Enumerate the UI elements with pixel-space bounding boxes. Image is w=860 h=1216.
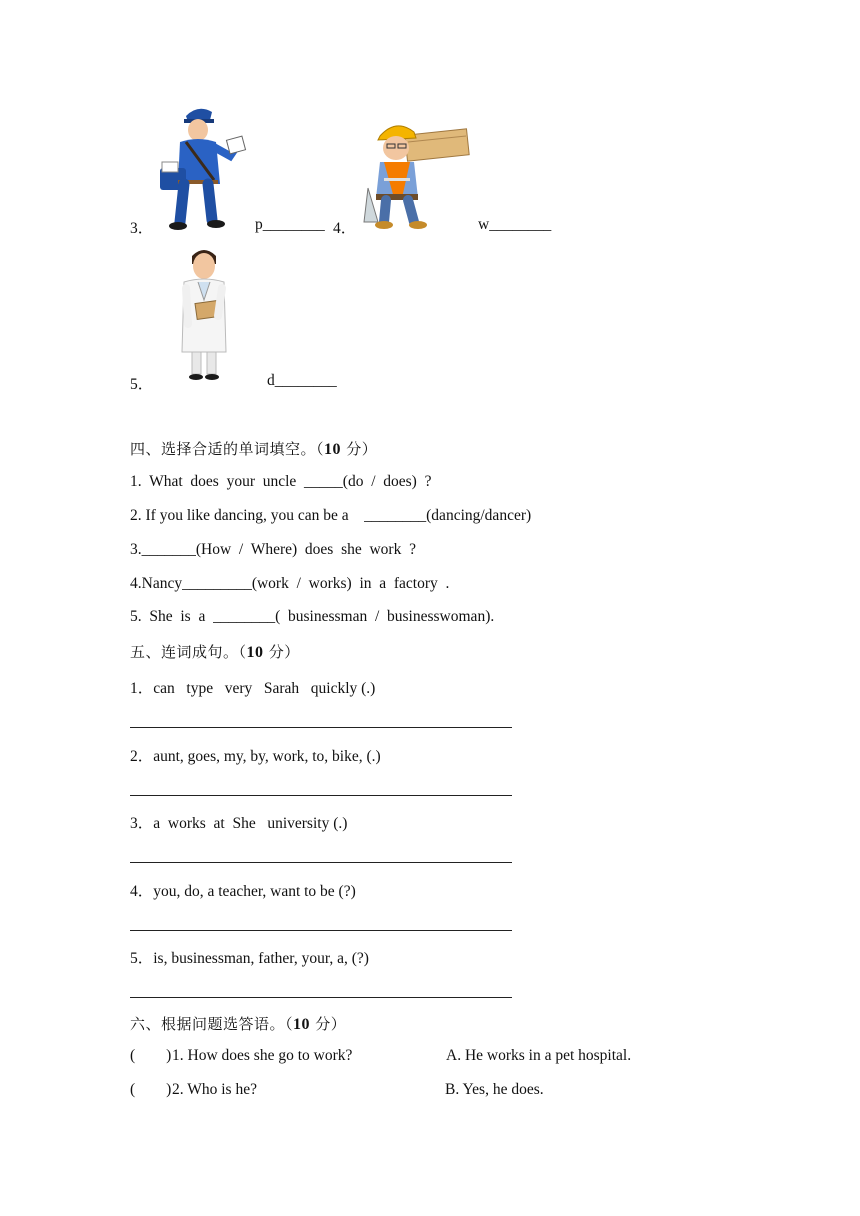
- section-5-heading: 五、连词成句。（10 分）: [130, 643, 300, 661]
- section-5-item-3: 3．a works at She university (.): [130, 815, 348, 832]
- item-5-number: 5．: [130, 376, 154, 393]
- answer-line-1[interactable]: [130, 727, 512, 728]
- item-5-blank[interactable]: d________: [267, 372, 337, 389]
- answer-line-5[interactable]: [130, 997, 512, 998]
- section-4-item-2: 2. If you like dancing, you can be a ________(dancing/dancer): [130, 507, 532, 524]
- question-2-paren[interactable]: ( ): [130, 1081, 172, 1098]
- answer-option-b: B. Yes, he does.: [445, 1081, 544, 1098]
- section-5-item-5: 5．is, businessman, father, your, a, (?): [130, 950, 369, 967]
- section-5-item-1: 1．can type very Sarah quickly (.): [130, 680, 376, 697]
- question-2-text: 2. Who is he?: [172, 1081, 257, 1098]
- answer-line-3[interactable]: [130, 862, 512, 863]
- postman-illustration: [150, 104, 250, 232]
- item-3-blank[interactable]: p________: [255, 216, 325, 233]
- doctor-illustration: [178, 244, 230, 384]
- question-1-paren[interactable]: ( ): [130, 1047, 172, 1064]
- answer-line-4[interactable]: [130, 930, 512, 931]
- section-4-item-3: 3._______(How / Where) does she work ?: [130, 541, 416, 558]
- item-4-blank[interactable]: w________: [478, 216, 552, 233]
- section-5-item-2: 2．aunt, goes, my, by, work, to, bike, (.): [130, 748, 381, 765]
- section-4-item-1: 1. What does your uncle _____(do / does) ?: [130, 473, 432, 490]
- section-4-item-4: 4.Nancy_________(work / works) in a factory .: [130, 575, 450, 592]
- item-3-number: 3．: [130, 220, 154, 237]
- worker-illustration: [362, 118, 472, 230]
- item-4-number: 4．: [333, 220, 357, 237]
- question-1-text: 1. How does she go to work?: [172, 1047, 353, 1064]
- answer-line-2[interactable]: [130, 795, 512, 796]
- answer-option-a: A. He works in a pet hospital.: [446, 1047, 632, 1064]
- section-4-item-5: 5. She is a ________( businessman / businesswoman).: [130, 608, 495, 625]
- section-5-item-4: 4．you, do, a teacher, want to be (?): [130, 883, 356, 900]
- section-6-heading: 六、根据问题选答语。（10 分）: [130, 1015, 347, 1033]
- section-4-heading: 四、选择合适的单词填空。（10 分）: [130, 440, 378, 458]
